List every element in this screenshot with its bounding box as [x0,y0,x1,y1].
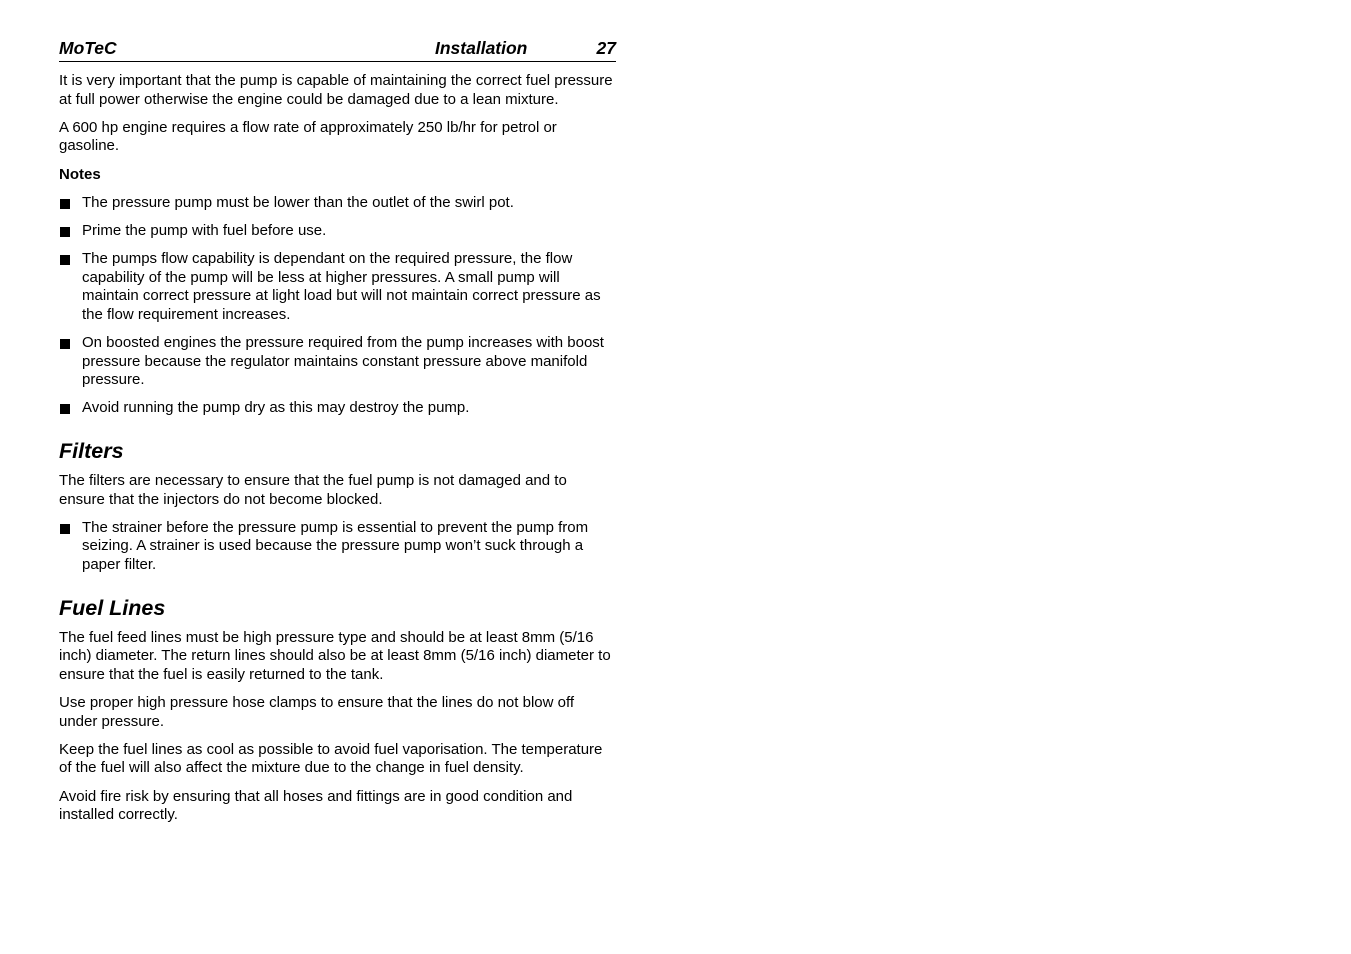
square-bullet-icon [60,227,70,237]
header-page-number: 27 [596,38,616,58]
list-item [59,519,616,575]
square-bullet-icon [60,524,70,534]
square-bullet-icon [60,404,70,414]
list-item [59,250,616,324]
manual-page [59,37,616,834]
header-section-title: Installation [435,38,528,58]
list-item [59,194,616,213]
page-content [59,72,616,825]
section-heading-filters: Filters [59,439,124,464]
filters-list [59,519,616,575]
fuel-lines-paragraph: Use proper high pressure hose clamps to ensure that the lines do not blow off under pressure. [59,694,575,730]
intro-paragraph: It is very important that the pump is capable of maintaining the correct fuel pressure at full power otherwise the engine could be damaged due to a lean mixture. [59,72,613,108]
intro-paragraph: A 600 hp engine requires a flow rate of approximately 250 lb/hr for petrol or gasoline. [59,118,557,155]
list-item-text: The strainer before the pressure pump is essential to prevent the pump from seizing. A strainer is used because the pressure pump won’t suck through a paper filter. [82,518,589,574]
section-heading-fuel-lines: Fuel Lines [59,595,166,620]
list-item-text: The pressure pump must be lower than the outlet of the swirl pot. [82,193,514,211]
fuel-lines-paragraph: Avoid fire risk by ensuring that all hoses and fittings are in good condition and installed correctly. [59,787,573,824]
list-item [59,222,616,241]
square-bullet-icon [60,199,70,209]
fuel-lines-paragraph: Keep the fuel lines as cool as possible to avoid fuel vaporisation. The temperature of the fuel will also affect the mixture due to the change in fuel density. [59,740,603,777]
filters-paragraph: The filters are necessary to ensure that the fuel pump is not damaged and to ensure that the injectors do not become blocked. [59,472,567,508]
list-item-text: Avoid running the pump dry as this may destroy the pump. [82,399,470,417]
fuel-lines-paragraph: The fuel feed lines must be high pressure type and should be at least 8mm (5/16 inch) diameter. The return lines should also be at least 8mm (5/16 inch) diameter to ensure that the fuel is easily returned to the tank. [59,628,611,683]
list-item-text: On boosted engines the pressure required from the pump increases with boost pressure because the regulator maintains constant pressure above manifold pressure. [82,334,604,389]
list-item [59,334,616,390]
list-item-text: The pumps flow capability is dependant on the required pressure, the flow capability of the pump will be less at higher pressures. A small pump will maintain correct pressure at light load but will not maintain correct pressure as the flow requirement increases. [82,250,601,323]
list-item-text: Prime the pump with fuel before use. [82,221,327,239]
header-brand: MoTeC [59,38,117,58]
list-item [59,399,616,418]
square-bullet-icon [60,255,70,265]
notes-list [59,194,616,418]
page-header [59,37,616,62]
notes-label: Notes [59,165,101,183]
square-bullet-icon [60,339,70,349]
